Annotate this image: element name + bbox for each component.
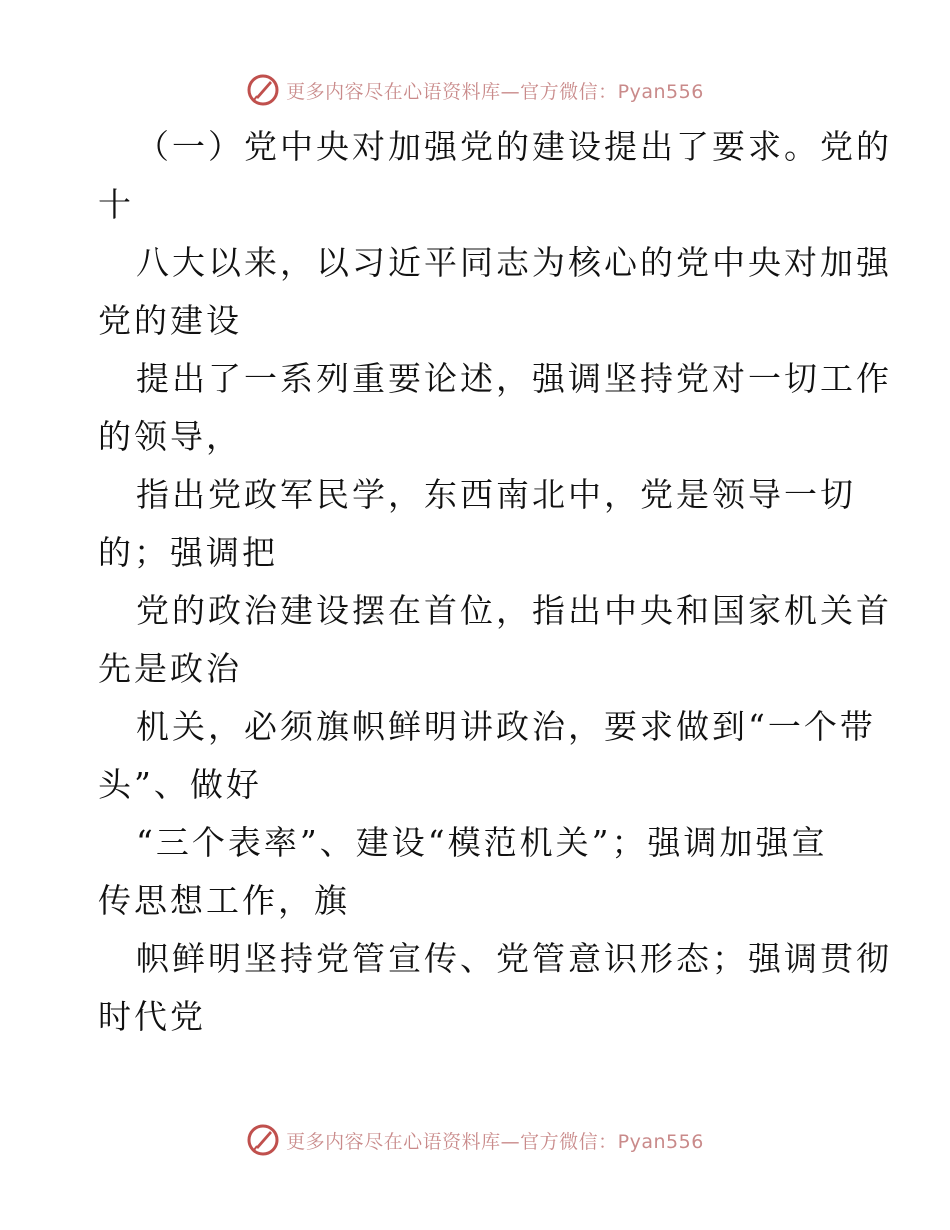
text-line: 指出党政军民学，东西南北中，党是领导一切 [136,475,856,514]
text-line: 八大以来，以习近平同志为核心的党中央对加强 [136,243,892,282]
text-line: （一）党中央对加强党的建设提出了要求。党的 [136,127,892,166]
text-line: 提出了一系列重要论述，强调坚持党对一切工作 [136,359,892,398]
text-line: “三个表率”、建设“模范机关”；强调加强宣 [136,823,828,862]
text-line: 头”、做好 [98,765,262,804]
text-line: 党的建设 [98,301,242,340]
text-line: 的；强调把 [98,533,278,572]
quill-pen-logo-icon [246,1123,280,1157]
footer-watermark-text: 更多内容尽在心语资料库—官方微信：Pyan556 [286,1130,704,1153]
header-watermark-banner [0,70,950,110]
text-line: 帜鲜明坚持党管宣传、党管意识形态；强调贯彻 [136,939,892,978]
text-line: 时代党 [98,997,206,1036]
header-watermark-text: 更多内容尽在心语资料库—官方微信：Pyan556 [286,80,704,103]
text-line: 的领导， [98,417,242,456]
text-line: 机关，必须旗帜鲜明讲政治，要求做到“一个带 [136,707,876,746]
text-line: 党的政治建设摆在首位，指出中央和国家机关首 [136,591,892,630]
text-line: 传思想工作，旗 [98,881,350,920]
footer-watermark-banner [0,1120,950,1160]
text-line: 先是政治 [98,649,242,688]
text-line: 十 [98,185,134,224]
quill-pen-logo-icon [246,73,280,107]
document-body [98,118,892,1046]
